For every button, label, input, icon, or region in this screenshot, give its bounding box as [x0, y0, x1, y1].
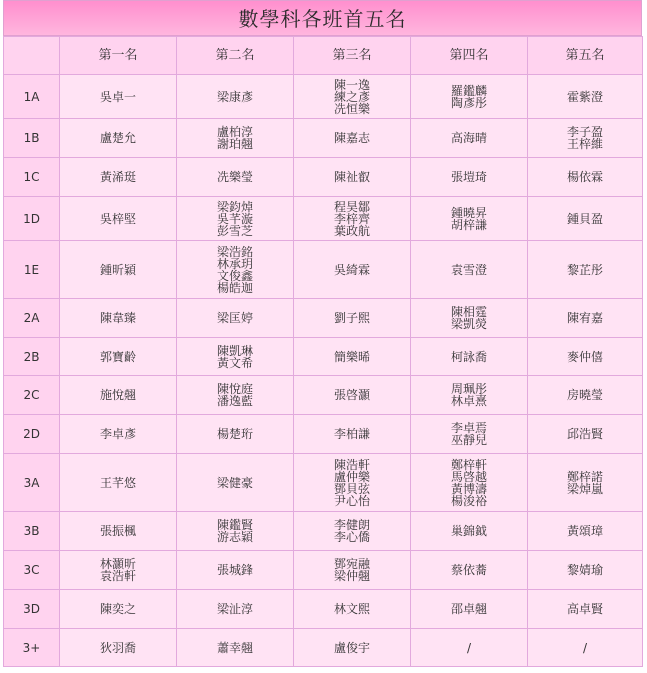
rank-4-cell: [411, 512, 528, 551]
student-name: 陳嘉志: [333, 131, 370, 145]
class-label: 1E: [4, 241, 60, 299]
class-label: 1D: [4, 197, 60, 241]
rank-2-cell: [177, 75, 294, 119]
rank-4-cell: [411, 376, 528, 415]
student-name: 巢錦鉞: [450, 524, 487, 538]
rank-1-cell: [60, 119, 177, 158]
table-row: [4, 119, 643, 158]
student-name: 黃浠珽: [99, 170, 136, 184]
student-name: 王芊悠: [99, 475, 136, 490]
student-name: 狄羽喬: [99, 640, 136, 655]
rank-5-cell: [528, 197, 643, 241]
rank-3-cell: [294, 119, 411, 158]
class-label: 1B: [4, 119, 60, 158]
student-name: 盧俊宇: [333, 640, 370, 655]
rank-2-cell: [177, 119, 294, 158]
student-name: 林文熙: [333, 602, 370, 616]
rank-2-cell: [177, 197, 294, 241]
student-name: 吳梓堅: [99, 211, 136, 226]
rank-3-cell: [294, 454, 411, 512]
student-name: 房曉瑩: [566, 388, 603, 402]
student-name: 梁浩銘: [216, 244, 253, 259]
student-name: 盧仲樂: [333, 469, 370, 484]
student-name: 陳宥嘉: [566, 311, 603, 325]
rank-1-cell: [60, 299, 177, 338]
rank-5-cell: [528, 629, 643, 667]
class-label: 2D: [4, 415, 60, 454]
student-name: 鍾昕穎: [99, 262, 136, 277]
header-class: [4, 37, 60, 75]
rank-5-cell: [528, 241, 643, 299]
page-title: 數學科各班首五名: [3, 0, 642, 36]
ranking-table: [3, 36, 643, 667]
rank-4-cell: [411, 338, 528, 376]
student-name: 潘逸藍: [216, 394, 253, 408]
student-name: 蕭幸翹: [216, 640, 253, 655]
rank-3-cell: [294, 158, 411, 197]
student-name: 高卓賢: [566, 602, 603, 616]
rank-1-cell: [60, 551, 177, 590]
student-name: 梁鈞焯: [216, 199, 253, 214]
rank-5-cell: [528, 512, 643, 551]
rank-5-cell: [528, 551, 643, 590]
table-row: [4, 299, 643, 338]
rank-1-cell: [60, 629, 177, 667]
student-name: 陳悅庭: [216, 382, 253, 396]
student-name: 謝珀翹: [216, 137, 253, 151]
rank-2-cell: [177, 158, 294, 197]
student-name: 陳鑑賢: [216, 518, 253, 532]
class-label: 2C: [4, 376, 60, 415]
student-name: 柯詠喬: [450, 349, 487, 364]
rank-1-cell: [60, 376, 177, 415]
student-name: 冼樂瑩: [216, 170, 253, 184]
student-name: 彭雪芝: [216, 223, 253, 238]
header-rank-4: 第四名: [411, 37, 528, 75]
student-name: 盧楚允: [99, 131, 136, 145]
table-row: [4, 454, 643, 512]
rank-2-cell: [177, 338, 294, 376]
ranking-sheet: [3, 0, 642, 667]
student-name: 梁仲翹: [333, 569, 370, 583]
rank-3-cell: [294, 75, 411, 119]
rank-3-cell: [294, 629, 411, 667]
student-name: 張塏琦: [450, 170, 487, 184]
student-name: 張啓灝: [333, 388, 370, 402]
class-label: 2B: [4, 338, 60, 376]
class-label: 3C: [4, 551, 60, 590]
student-name: 李卓彥: [99, 427, 136, 441]
rank-1-cell: [60, 158, 177, 197]
student-name: 梁焯嵐: [566, 481, 603, 496]
header-row: [4, 37, 643, 75]
rank-2-cell: [177, 241, 294, 299]
student-name: 尹心怡: [333, 493, 370, 508]
student-name: 李卓焉: [450, 421, 487, 435]
rank-5-cell: [528, 376, 643, 415]
table-row: [4, 629, 643, 667]
student-name: 周珮彤: [450, 382, 487, 396]
student-name: 楊浚裕: [450, 493, 487, 508]
class-label: 3+: [4, 629, 60, 667]
rank-1-cell: [60, 197, 177, 241]
rank-5-cell: [528, 338, 643, 376]
student-name: /: [582, 640, 588, 655]
student-name: 陳相霆: [450, 305, 487, 319]
student-name: 楊楚珩: [216, 427, 253, 441]
student-name: 李柏謙: [333, 427, 370, 441]
student-name: 黎芷彤: [566, 262, 603, 277]
rank-5-cell: [528, 299, 643, 338]
student-name: 劉子熙: [333, 311, 370, 325]
rank-1-cell: [60, 512, 177, 551]
student-name: 馬啓越: [450, 469, 487, 484]
student-name: 邵卓翹: [450, 602, 487, 616]
student-name: 冼恒樂: [333, 101, 370, 116]
student-name: 袁浩軒: [99, 569, 136, 583]
rank-1-cell: [60, 241, 177, 299]
student-name: 李子盈: [566, 125, 603, 139]
student-name: 梁康彥: [216, 89, 253, 104]
student-name: 吳卓一: [99, 89, 136, 104]
student-name: 鄭梓諾: [566, 469, 603, 484]
table-row: [4, 415, 643, 454]
student-name: 鍾曉昇: [450, 205, 487, 220]
table-row: [4, 241, 643, 299]
student-name: 梁健豪: [216, 475, 253, 490]
rank-2-cell: [177, 454, 294, 512]
class-label: 3D: [4, 590, 60, 629]
rank-3-cell: [294, 590, 411, 629]
student-name: 羅鑑麟: [450, 83, 487, 98]
student-name: 文俊鑫: [216, 268, 253, 283]
student-name: 王梓維: [566, 137, 603, 151]
rank-2-cell: [177, 512, 294, 551]
rank-2-cell: [177, 629, 294, 667]
header-rank-5: 第五名: [528, 37, 643, 75]
table-row: [4, 75, 643, 119]
student-name: 陳韋臻: [99, 311, 136, 325]
table-row: [4, 338, 643, 376]
rank-5-cell: [528, 590, 643, 629]
student-name: 簡樂晞: [333, 349, 370, 364]
rank-5-cell: [528, 158, 643, 197]
student-name: 梁凱熒: [450, 317, 487, 331]
header-rank-1: 第一名: [60, 37, 177, 75]
student-name: 張城鋒: [216, 563, 253, 577]
student-name: 蔡依蕎: [450, 563, 487, 577]
table-row: [4, 197, 643, 241]
student-name: 黃文希: [216, 355, 253, 370]
rank-5-cell: [528, 415, 643, 454]
rank-4-cell: [411, 551, 528, 590]
student-name: 梁沚淳: [216, 602, 253, 616]
rank-1-cell: [60, 415, 177, 454]
student-name: 鍾貝盈: [566, 211, 603, 226]
student-name: 黃頌璋: [566, 524, 603, 538]
rank-4-cell: [411, 299, 528, 338]
student-name: 楊皓迦: [216, 280, 253, 295]
student-name: 游志穎: [216, 530, 253, 544]
student-name: 陳浩軒: [333, 457, 370, 472]
student-name: 鄭梓軒: [450, 457, 487, 472]
student-name: 吳芊漩: [216, 211, 253, 226]
rank-1-cell: [60, 338, 177, 376]
student-name: 郭寶齡: [99, 349, 136, 364]
student-name: 麥仲僖: [566, 349, 603, 364]
student-name: 施悅翹: [99, 388, 136, 402]
rank-4-cell: [411, 590, 528, 629]
header-rank-3: 第三名: [294, 37, 411, 75]
class-label: 1C: [4, 158, 60, 197]
student-name: 鄧貝弦: [333, 481, 370, 496]
student-name: 林灝昕: [99, 557, 136, 571]
student-name: 林承玥: [216, 256, 253, 271]
student-name: 陳奕之: [99, 602, 136, 616]
rank-4-cell: [411, 75, 528, 119]
student-name: 李心僑: [333, 530, 370, 544]
student-name: 陶彥彤: [450, 95, 487, 110]
table-row: [4, 590, 643, 629]
student-name: 陳凱琳: [216, 343, 253, 358]
student-name: 梁匡婷: [216, 311, 253, 325]
rank-4-cell: [411, 415, 528, 454]
class-label: 2A: [4, 299, 60, 338]
rank-2-cell: [177, 590, 294, 629]
student-name: 林卓熹: [450, 394, 487, 408]
table-row: [4, 376, 643, 415]
student-name: 張振楓: [99, 524, 136, 538]
class-label: 3A: [4, 454, 60, 512]
student-name: 陳一逸: [333, 77, 370, 92]
rank-4-cell: [411, 241, 528, 299]
rank-1-cell: [60, 590, 177, 629]
student-name: 黎婧瑜: [566, 563, 603, 577]
rank-4-cell: [411, 158, 528, 197]
rank-1-cell: [60, 454, 177, 512]
rank-3-cell: [294, 551, 411, 590]
rank-3-cell: [294, 299, 411, 338]
student-name: 李梓齊: [333, 211, 370, 226]
table-row: [4, 551, 643, 590]
student-name: 吳綺霖: [333, 262, 370, 277]
class-label: 1A: [4, 75, 60, 119]
student-name: 袁雪澄: [450, 262, 487, 277]
student-name: 邱浩賢: [566, 427, 603, 441]
rank-4-cell: [411, 454, 528, 512]
rank-3-cell: [294, 338, 411, 376]
rank-4-cell: [411, 629, 528, 667]
rank-5-cell: [528, 119, 643, 158]
student-name: 李健朗: [333, 518, 370, 532]
student-name: 葉政航: [333, 223, 370, 238]
student-name: 黃博濤: [450, 481, 487, 496]
student-name: 陳祉叡: [333, 170, 370, 184]
rank-2-cell: [177, 551, 294, 590]
student-name: 巫靜兒: [450, 433, 487, 447]
student-name: 練之彥: [333, 89, 370, 104]
student-name: 高海晴: [450, 131, 487, 145]
rank-3-cell: [294, 241, 411, 299]
rank-4-cell: [411, 197, 528, 241]
table-row: [4, 512, 643, 551]
student-name: 楊依霖: [566, 170, 603, 184]
class-label: 3B: [4, 512, 60, 551]
rank-2-cell: [177, 415, 294, 454]
student-name: 程昊鄒: [333, 199, 370, 214]
student-name: 霍紫澄: [566, 89, 603, 104]
student-name: 胡梓謙: [450, 217, 487, 232]
rank-3-cell: [294, 376, 411, 415]
rank-2-cell: [177, 299, 294, 338]
rank-2-cell: [177, 376, 294, 415]
student-name: /: [466, 640, 472, 655]
rank-3-cell: [294, 415, 411, 454]
rank-3-cell: [294, 197, 411, 241]
student-name: 鄧宛融: [333, 557, 370, 571]
rank-3-cell: [294, 512, 411, 551]
rank-1-cell: [60, 75, 177, 119]
rank-5-cell: [528, 454, 643, 512]
table-row: [4, 158, 643, 197]
rank-4-cell: [411, 119, 528, 158]
rank-5-cell: [528, 75, 643, 119]
student-name: 盧柏淳: [216, 125, 253, 139]
header-rank-2: 第二名: [177, 37, 294, 75]
